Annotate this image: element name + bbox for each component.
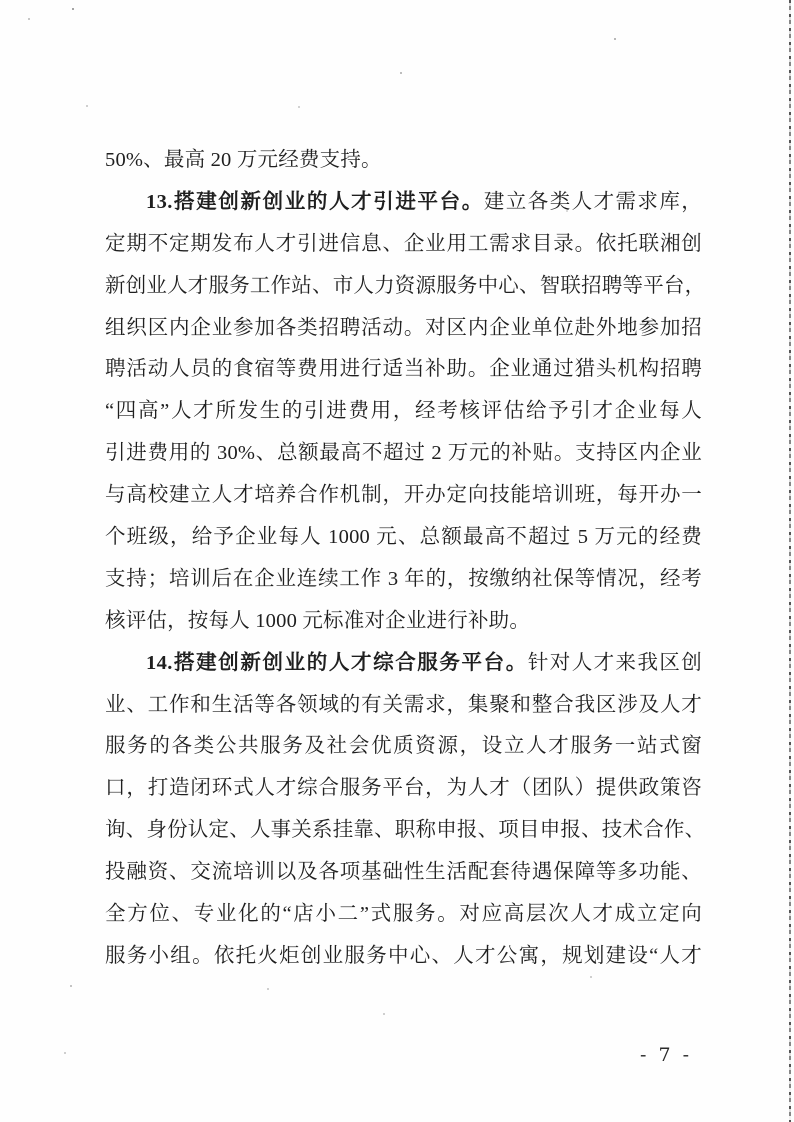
text-line: 全方位、专业化的“店小二”式服务。对应高层次人才成立定向 xyxy=(105,903,702,926)
text-line: 与高校建立人才培养合作机制，开办定向技能培训班，每开办一 xyxy=(105,484,702,507)
text-line: 口，打造闭环式人才综合服务平台，为人才（团队）提供政策咨 xyxy=(105,777,702,800)
text-line: 聘活动人员的食宿等费用进行适当补助。企业通过猎头机构招聘 xyxy=(105,358,702,381)
paragraph-13-heading: 13.搭建创新创业的人才引进平台。 xyxy=(146,190,484,213)
text-line: “四高”人才所发生的引进费用，经考核评估给予引才企业每人 xyxy=(105,400,702,423)
text-line: 投融资、交流培训以及各项基础性生活配套待遇保障等多功能、 xyxy=(105,861,702,884)
text-line: 核评估，按每人 1000 元标准对企业进行补助。 xyxy=(105,609,531,632)
page-number: - 7 - xyxy=(639,1044,692,1066)
text-line: 支持；培训后在企业连续工作 3 年的，按缴纳社保等情况，经考 xyxy=(105,567,702,590)
text-line: 服务小组。依托火炬创业服务中心、人才公寓，规划建设“人才 xyxy=(105,944,702,967)
text-line: 组织区内企业参加各类招聘活动。对区内企业单位赴外地参加招 xyxy=(105,316,702,339)
text-run: 建立各类人才需求库， xyxy=(483,190,702,213)
text-line: 定期不定期发布人才引进信息、企业用工需求目录。依托联湘创 xyxy=(105,232,702,255)
scan-specks xyxy=(0,0,2,2)
text-line: 业、工作和生活等各领域的有关需求，集聚和整合我区涉及人才 xyxy=(105,693,702,716)
text-line xyxy=(105,643,702,685)
text-run: 针对人才来我区创 xyxy=(527,651,702,674)
text-line: 询、身份认定、人事关系挂靠、职称申报、项目申报、技术合作、 xyxy=(105,819,706,842)
text-line: 50%、最高 20 万元经费支持。 xyxy=(105,149,382,171)
text-content xyxy=(105,140,706,978)
text-line: 引进费用的 30%、总额最高不超过 2 万元的补贴。支持区内企业 xyxy=(105,442,702,465)
text-line: 新创业人才服务工作站、市人力资源服务中心、智联招聘等平台， xyxy=(105,274,706,297)
text-line xyxy=(105,182,702,224)
text-line: 服务的各类公共服务及社会优质资源，设立人才服务一站式窗 xyxy=(105,735,702,758)
text-line: 个班级，给予企业每人 1000 元、总额最高不超过 5 万元的经费 xyxy=(105,526,702,549)
scan-edge-artifact xyxy=(789,0,791,1122)
paragraph-14-heading: 14.搭建创新创业的人才综合服务平台。 xyxy=(146,651,528,674)
